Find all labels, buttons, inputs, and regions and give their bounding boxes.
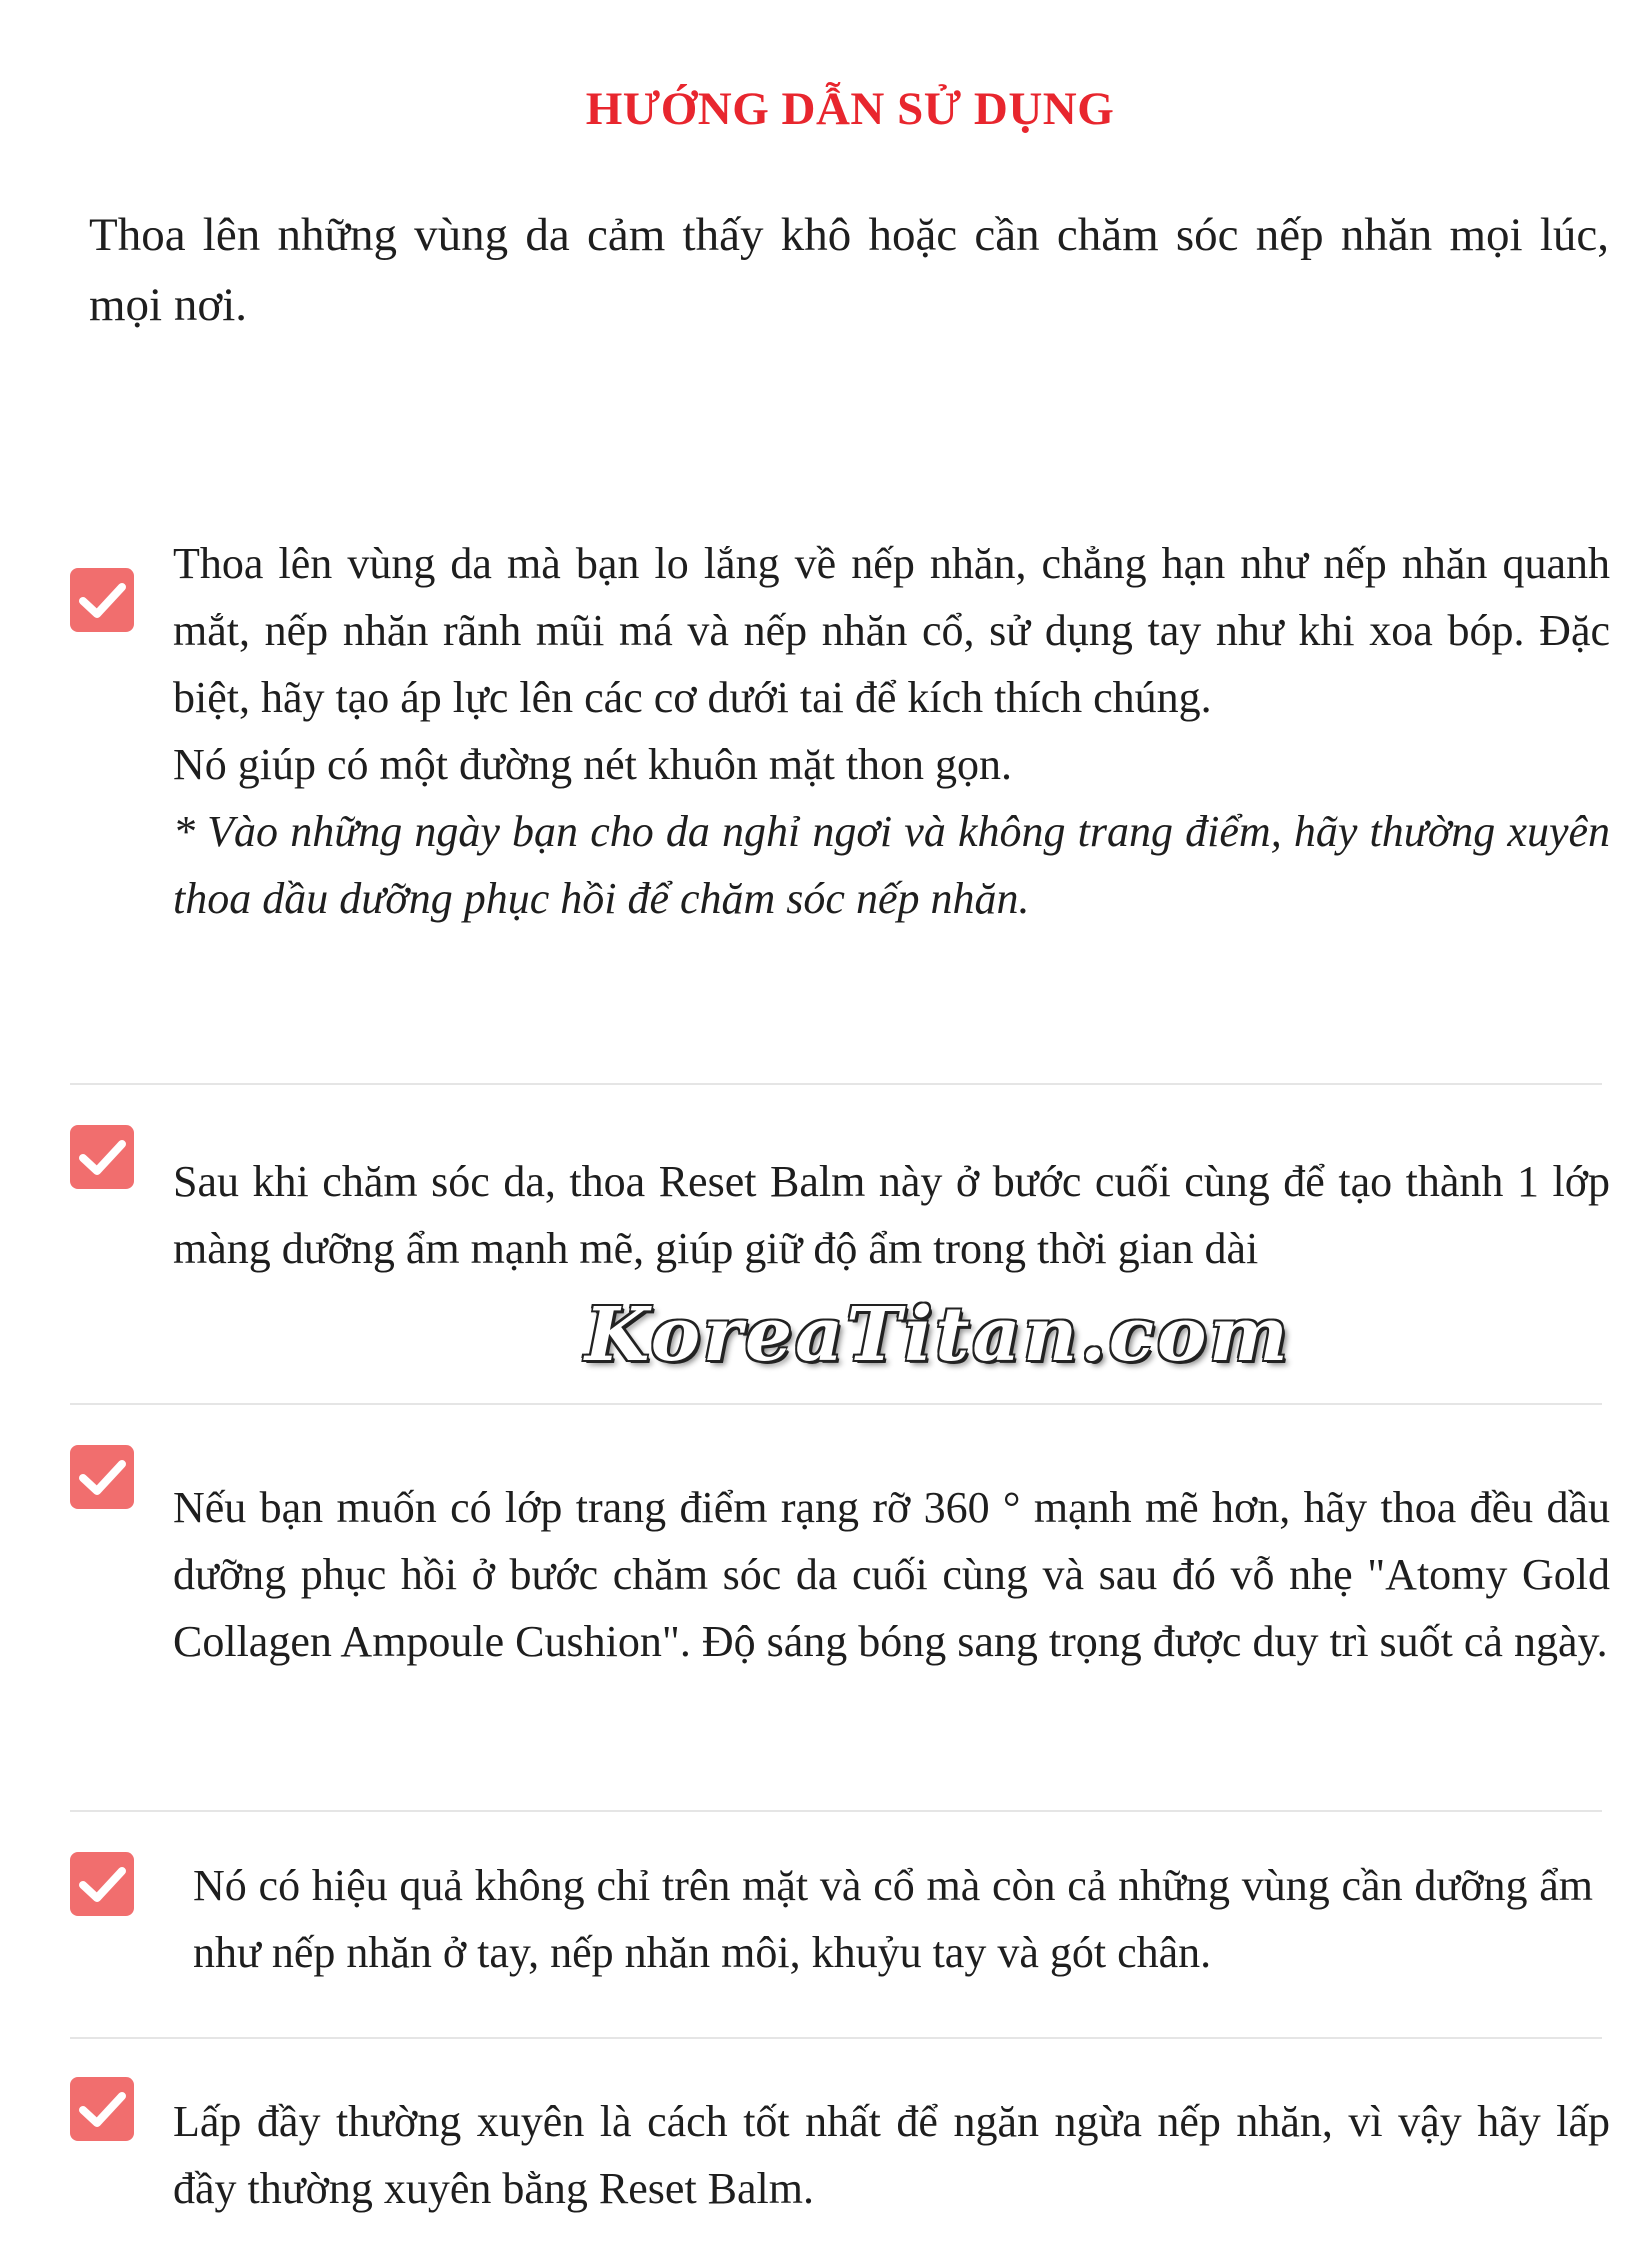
item-note: * Vào những ngày bạn cho da nghỉ ngơi và không trang điểm, hãy thường xuyên thoa dầu dưỡng phục hồi để chăm sóc nếp nhăn.	[173, 807, 1610, 923]
checkbox-checked-icon	[70, 568, 134, 632]
divider	[70, 1810, 1602, 1812]
page-title: HƯỚNG DẪN SỬ DỤNG	[585, 83, 1115, 135]
divider	[70, 1083, 1602, 1085]
item-text: Lấp đầy thường xuyên là cách tốt nhất để ngăn ngừa nếp nhăn, vì vậy hãy lấp đầy thường xuyên bằng Reset Balm.	[173, 2097, 1610, 2213]
item-text: Sau khi chăm sóc da, thoa Reset Balm này ở bước cuối cùng để tạo thành 1 lớp màng dưỡng ẩm mạnh mẽ, giúp giữ độ ẩm trong thời gian dài	[173, 1157, 1610, 1273]
checkbox-checked-icon	[70, 1125, 134, 1189]
divider	[70, 2037, 1602, 2039]
item-text: Nó có hiệu quả không chỉ trên mặt và cổ mà còn cả những vùng cần dưỡng ẩm như nếp nhăn ở tay, nếp nhăn môi, khuỷu tay và gót chân.	[193, 1861, 1593, 1977]
checkbox-checked-icon	[70, 1852, 134, 1916]
item-text: Nếu bạn muốn có lớp trang điểm rạng rỡ 360 ° mạnh mẽ hơn, hãy thoa đều dầu dưỡng phục hồi ở bước chăm sóc da cuối cùng và sau đó vỗ nhẹ "Atomy Gold Collagen Ampoule Cushion". Độ sáng bóng sang trọng được duy trì suốt cả ngày.	[173, 1483, 1610, 1666]
checkbox-checked-icon	[70, 1445, 134, 1509]
checkbox-checked-icon	[70, 2077, 134, 2141]
item-text: Thoa lên vùng da mà bạn lo lắng về nếp nhăn, chẳng hạn như nếp nhăn quanh mắt, nếp nhăn rãnh mũi má và nếp nhăn cổ, sử dụng tay như khi xoa bóp. Đặc biệt, hãy tạo áp lực lên các cơ dưới tai để kích thích chúng.	[173, 539, 1610, 722]
item-text-secondary: Nó giúp có một đường nét khuôn mặt thon gọn.	[173, 740, 1013, 789]
divider	[70, 1403, 1602, 1405]
watermark-logo: KoreaTitan.com	[585, 1292, 1291, 1378]
intro-paragraph: Thoa lên những vùng da cảm thấy khô hoặc cần chăm sóc nếp nhăn mọi lúc, mọi nơi.	[89, 209, 1609, 331]
